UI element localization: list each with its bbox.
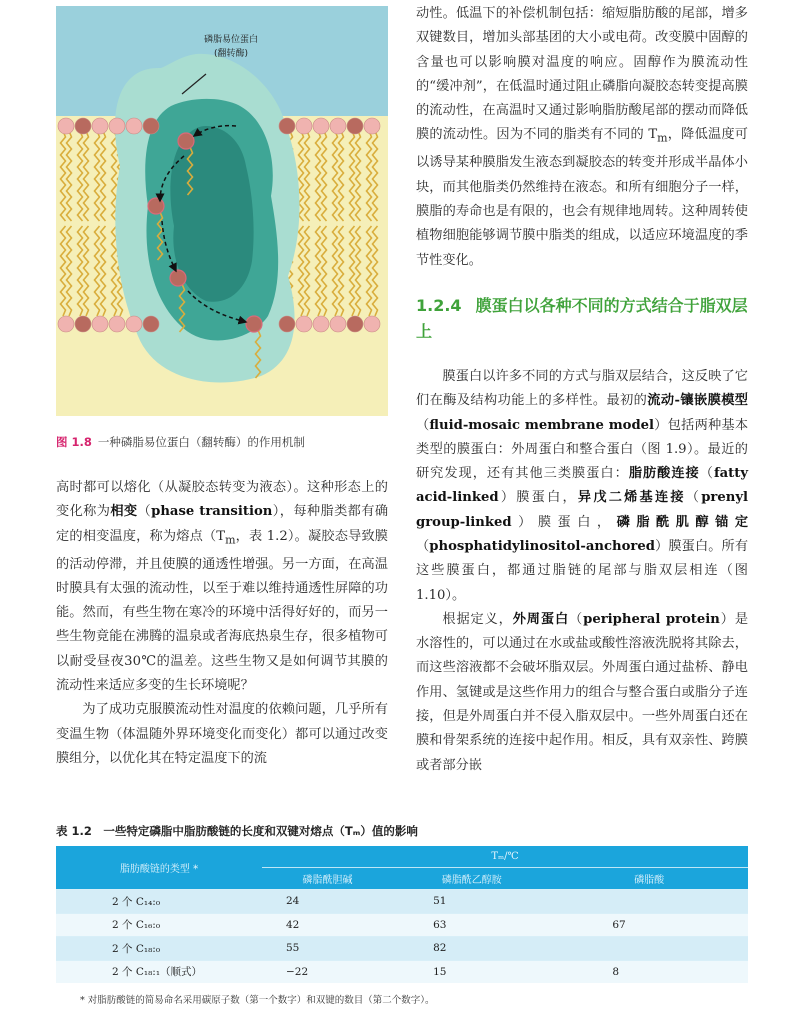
- cell-pc: 55: [262, 937, 393, 961]
- caption-text: 一种磷脂易位蛋白（翻转酶）的作用机制: [97, 435, 305, 449]
- lipid-head: [279, 316, 295, 332]
- flippase-illustration: [56, 6, 388, 416]
- row-label: 2 个 C₁₄:₀: [56, 890, 262, 914]
- keyword: phosphatidylinositol-anchored: [429, 538, 655, 554]
- keyword: 磷脂酰肌醇锚定: [616, 514, 749, 530]
- keyword: 相变: [110, 504, 138, 520]
- lipid-head: [347, 316, 363, 332]
- lipid-head: [296, 118, 312, 134]
- text-run: ），每种脂类都有确定的相变温度，称为熔点（T: [56, 504, 389, 544]
- lipid-head: [58, 118, 74, 134]
- cell-pa: 8: [550, 960, 748, 983]
- text-run: （: [569, 611, 584, 627]
- section-heading: [416, 293, 748, 345]
- text-run: ，表 1.2）。凝胶态导致膜的活动停滞，并且使膜的通透性增强。另一方面，在高温时膜具有太强的流动性，以至于难以维持通透性屏障的功能。然而，有些生物在寒冷的环境中活得好好的，而另一些生物竟能在沸腾的温泉或者海底热泉生存，很多植物可以耐受昼夜30℃的温差。这些生物又是如何调节其膜的流动性来适应多变的生长环境呢？: [56, 528, 388, 694]
- section-number: 1.2.4: [416, 295, 462, 315]
- keyword: 流动-镶嵌膜模型: [647, 393, 748, 409]
- lipid-head: [313, 118, 329, 134]
- lipid-head: [75, 118, 91, 134]
- cell-pa: [550, 937, 748, 961]
- text-run: ，降低温度可以诱导某种膜脂发生液态到凝胶态的转变并形成半晶体小块，而其他脂类仍然维持在液态。和所有细胞分子一样，膜脂的寿命也是有限的，也会有规律地周转。这种周转使植物细胞能够调节膜中脂类的组成，以适应环境温度的季节性变化。: [416, 127, 748, 268]
- keyword: peripheral protein: [583, 611, 720, 627]
- lipid-head: [92, 316, 108, 332]
- cell-pe: 15: [393, 960, 550, 983]
- text-run: （: [699, 466, 714, 482]
- lipid-head: [109, 118, 125, 134]
- figure-caption: [56, 434, 305, 450]
- text-run: （: [416, 538, 430, 554]
- table-title: 表 1.2 一些特定磷脂中脂肪酸链的长度和双键对熔点（Tₘ）值的影响: [56, 824, 418, 838]
- lipid-head: [330, 118, 346, 134]
- lipid-head: [109, 316, 125, 332]
- section-title: 膜蛋白以各种不同的方式结合于脂双层上: [416, 295, 748, 341]
- table-row: [56, 937, 748, 961]
- text-run: 膜蛋白以许多不同的方式与脂双层结合，这反映了它们在酶及结构功能上的多样性。最初的: [416, 368, 748, 409]
- text-run: 为了成功克服膜流动性对温度的依赖问题，几乎所有变温生物（体温随外界环境变化而变化）都可以通过改变膜组分，以优化其在特定温度下的流: [56, 702, 388, 766]
- figure-label-line1: 磷脂易位蛋白: [203, 35, 259, 45]
- lipid-head: [364, 118, 380, 134]
- table-row: [56, 913, 748, 937]
- lipid-head: [313, 316, 329, 332]
- cell-pe: 63: [393, 913, 550, 937]
- figure-label-line2: (翻转酶): [213, 49, 249, 59]
- table-row: [56, 890, 748, 914]
- subscript: m: [225, 533, 236, 547]
- lipid-head: [296, 316, 312, 332]
- left-paragraph-2: [56, 698, 388, 771]
- column-header-pe: 磷脂酰乙醇胺: [393, 868, 550, 890]
- right-paragraph-2: [416, 365, 748, 608]
- keyword: fluid-mosaic membrane model: [429, 417, 655, 433]
- lipid-head: [364, 316, 380, 332]
- lipid-head: [58, 316, 74, 332]
- right-paragraph-3: [416, 608, 748, 778]
- left-paragraph-1: [56, 476, 388, 698]
- keyword: 脂肪酸连接: [628, 466, 700, 482]
- text-run: 根据定义，: [442, 611, 513, 627]
- keyword: 异戊二烯基连接: [577, 490, 686, 506]
- column-header-pc: 磷脂酰胆碱: [262, 868, 393, 890]
- right-paragraph-1: [416, 2, 748, 273]
- text-run: ）膜蛋白。所有这些膜蛋白，都通过脂链的尾部与脂双层相连（图 1.10）。: [416, 538, 749, 603]
- caption-label: 图 1.8: [56, 435, 92, 449]
- melting-point-table: [56, 846, 748, 983]
- table-row: [56, 960, 748, 983]
- lipid-head: [143, 316, 159, 332]
- column-header-tm: Tₘ/℃: [262, 846, 748, 868]
- text-run: ）是水溶性的，可以通过在水或盐或酸性溶液洗脱将其除去，而这些溶液都不会破坏脂双层。外周蛋白通过盐桥、静电作用、氢键或是这些作用力的组合与整合蛋白或脂分子连接，但是外周蛋白并不侵入脂双层中。一些外周蛋白还在膜和骨架系统的连接中起作用。相反，具有双亲性、跨膜或者部分嵌: [416, 611, 749, 773]
- cell-pc: −22: [262, 960, 393, 983]
- subscript: m: [657, 132, 668, 146]
- cell-pa: [550, 890, 748, 914]
- cell-pe: 82: [393, 937, 550, 961]
- figure-1-8: [56, 6, 388, 416]
- text-run: （: [137, 504, 152, 520]
- lipid-head: [126, 316, 142, 332]
- lipid-head: [330, 316, 346, 332]
- left-column: [56, 476, 388, 771]
- lipid-head: [92, 118, 108, 134]
- text-run: ）膜蛋白，: [511, 514, 617, 530]
- table-footnote: * 对脂肪酸链的简易命名采用碳原子数（第一个数字）和双键的数目（第二个数字）。: [80, 995, 435, 1006]
- text-run: （: [685, 490, 702, 506]
- right-column: [416, 2, 748, 778]
- column-header-pa: 磷脂酸: [550, 868, 748, 890]
- column-header-chain-type: 脂肪酸链的类型 *: [56, 846, 262, 890]
- flipping-lipid-head: [170, 270, 186, 286]
- keyword: prenyl group-linked: [416, 490, 749, 530]
- text-run: ）包括两种基本类型的膜蛋白：外周蛋白和整合蛋白（图 1.9）。最近的研究发现，还有其他三类膜蛋白：: [416, 417, 749, 482]
- row-label: 2 个 C₁₆:₀: [56, 913, 262, 937]
- flipping-lipid-head: [246, 316, 262, 332]
- text-run: 动性。低温下的补偿机制包括：缩短脂肪酸的尾部，增多双键数目，增加头部基团的大小或电荷。改变膜中固醇的含量也可以影响膜对温度的响应。固醇作为膜流动性的“缓冲剂”，在低温时通过阻止磷脂向凝胶态转变提高膜的流动性，在高温时又通过影响脂肪酸尾部的摆动而降低膜的流动性。因为不同的脂类有不同的 T: [416, 6, 748, 143]
- lipid-head: [143, 118, 159, 134]
- lipid-head: [347, 118, 363, 134]
- flippase-protein: [115, 54, 300, 383]
- text-run: （: [416, 417, 430, 433]
- cell-pc: 24: [262, 890, 393, 914]
- flipping-lipid-head: [178, 133, 194, 149]
- cell-pc: 42: [262, 913, 393, 937]
- keyword: 外周蛋白: [512, 611, 570, 627]
- cell-pe: 51: [393, 890, 550, 914]
- keyword: phase transition: [151, 504, 273, 520]
- row-label: 2 个 C₁₈:₀: [56, 937, 262, 961]
- row-label: 2 个 C₁₈:₁（顺式）: [56, 960, 262, 983]
- cell-pa: 67: [550, 913, 748, 937]
- lipid-head: [279, 118, 295, 134]
- lipid-head: [75, 316, 91, 332]
- text-run: 高时都可以熔化（从凝胶态转变为液态）。这种形态上的变化称为: [56, 480, 388, 520]
- text-run: ）膜蛋白，: [498, 490, 578, 506]
- lipid-head: [126, 118, 142, 134]
- flipping-lipid-head: [148, 198, 164, 214]
- keyword: fatty acid-linked: [416, 466, 749, 506]
